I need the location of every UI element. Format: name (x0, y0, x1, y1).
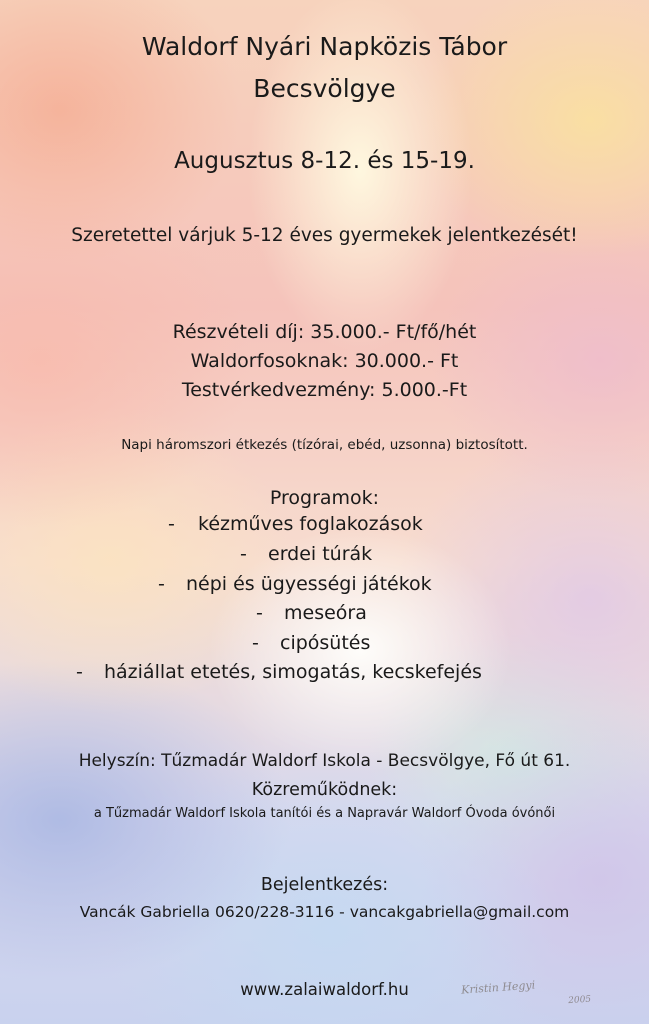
program-item: meseóra (284, 602, 367, 624)
camp-dates: Augusztus 8-12. és 15-19. (174, 148, 475, 174)
contributors-text: a Tűzmadár Waldorf Iskola tanítói és a Napravár Waldorf Óvoda óvónői (93, 806, 556, 821)
fee-sibling-discount: Testvérkedvezmény: 5.000.-Ft (181, 379, 468, 401)
welcome-text: Szeretettel várjuk 5-12 éves gyermekek jelentkezését! (71, 225, 578, 246)
program-item: kézműves foglakozások (198, 513, 423, 535)
website-link[interactable]: www.zalaiwaldorf.hu (240, 980, 409, 999)
title-line-2: Becsvölgye (253, 74, 396, 103)
title-line-1: Waldorf Nyári Napközis Tábor (141, 32, 508, 61)
program-item: népi és ügyességi játékok (186, 573, 432, 595)
program-bullet: - (158, 573, 165, 595)
program-bullet: - (168, 513, 175, 535)
programs-heading: Programok: (269, 487, 380, 509)
contributors-heading: Közreműködnek: (251, 780, 398, 800)
location-text: Helyszín: Tűzmadár Waldorf Iskola - Becsvölgye, Fő út 61. (78, 751, 571, 771)
program-bullet: - (256, 602, 263, 624)
program-item: erdei túrák (268, 543, 373, 565)
registration-contact: Vancák Gabriella 0620/228-3116 - vancakgabriella@gmail.com (79, 903, 570, 921)
registration-heading: Bejelentkezés: (260, 875, 389, 895)
program-item: háziállat etetés, simogatás, kecskefejés (104, 661, 482, 683)
fee-participation: Részvételi díj: 35.000.- Ft/fő/hét (172, 321, 477, 343)
signature-name: Kristin Hegyi (460, 978, 536, 997)
program-bullet: - (240, 543, 247, 565)
fee-waldorf: Waldorfosoknak: 30.000.- Ft (190, 350, 459, 372)
meals-info: Napi háromszori étkezés (tízórai, ebéd, uzsonna) biztosított. (121, 437, 528, 453)
signature-year: 2005 (567, 994, 592, 1007)
program-bullet: - (76, 661, 83, 683)
program-bullet: - (252, 632, 259, 654)
program-item: cipósütés (280, 632, 371, 654)
